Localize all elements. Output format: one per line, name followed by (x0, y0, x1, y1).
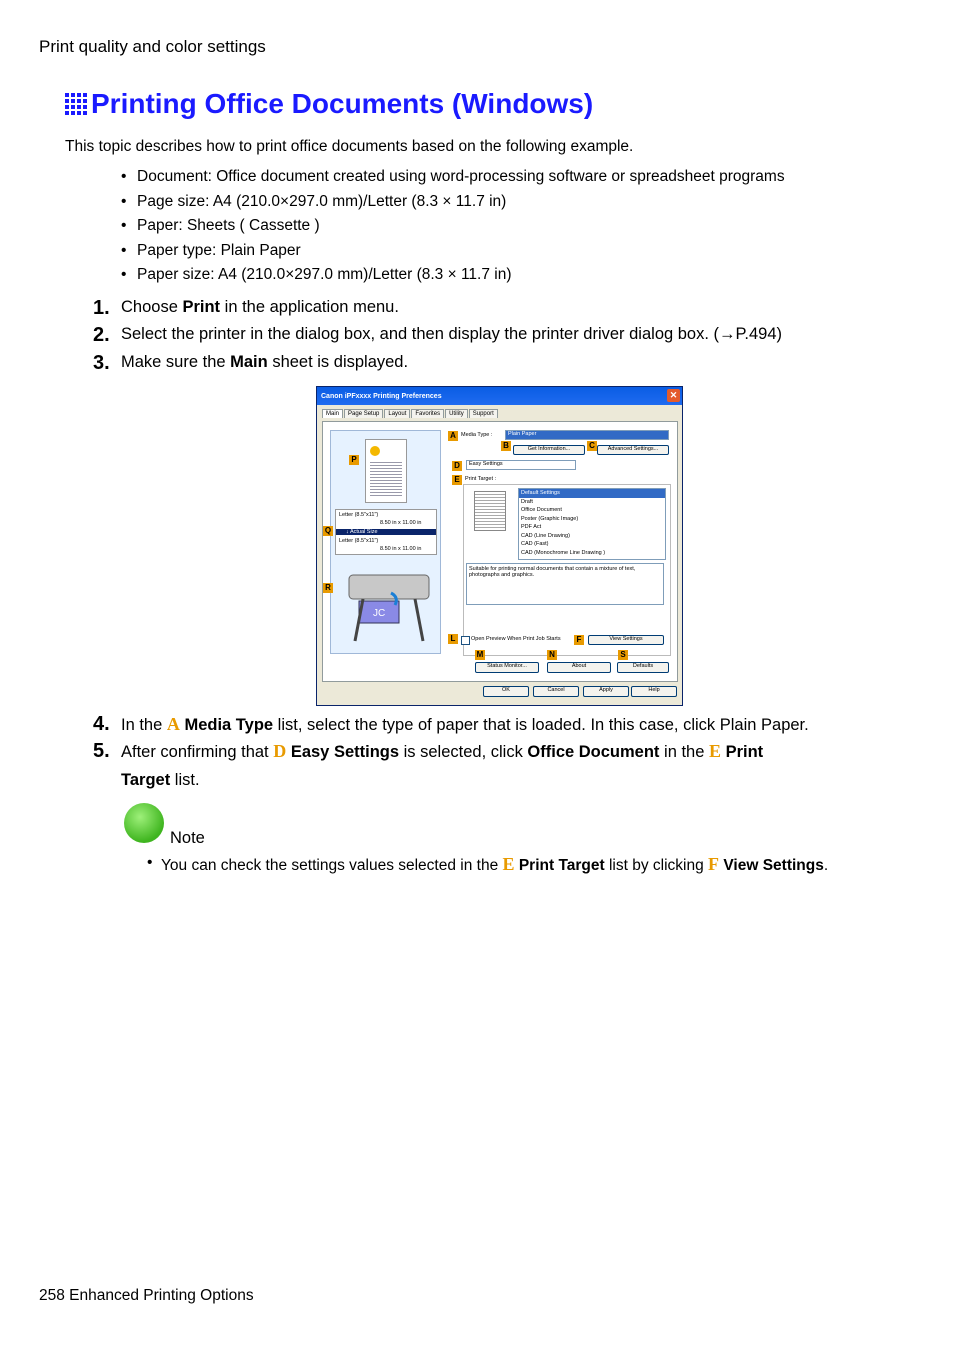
tab-support[interactable]: Support (469, 409, 498, 418)
svg-text:JC: JC (373, 608, 386, 619)
note-pencil-icon (124, 803, 164, 843)
list-item[interactable]: PDF Act (521, 524, 542, 530)
description-box: Suitable for printing normal documents that contain a mixture of text, photographs and graphics. (466, 563, 664, 605)
list-item: • Document: Office document created using word-processing software or spreadsheet programs (121, 168, 785, 185)
running-header: Print quality and color settings (39, 37, 266, 56)
label-l: L (448, 634, 458, 644)
label-a: A (448, 431, 458, 441)
media-type-select[interactable]: Plain Paper (505, 430, 669, 440)
dialog-title-bar: Canon iPFxxxx Printing Preferences ✕ (317, 387, 682, 405)
about-button[interactable]: About (547, 662, 611, 673)
ok-button[interactable]: OK (483, 686, 529, 697)
print-target-label: Print Target : (465, 476, 497, 482)
page-title (65, 88, 593, 120)
tab-layout[interactable]: Layout (384, 409, 410, 418)
printer-preferences-dialog (316, 386, 683, 706)
list-item[interactable]: Default Settings (519, 489, 665, 498)
size-info-box: Letter (8.5"x11") 8.50 in x 11.00 in ↓ Actual Size Letter (8.5"x11") 8.50 in x 11.00 in (335, 509, 437, 555)
label-e: E (452, 475, 462, 485)
preview-checkbox-label: Open Preview When Print Job Starts (471, 636, 561, 642)
list-item[interactable]: CAD (Line Drawing) (521, 532, 570, 539)
label-r: R (323, 583, 333, 593)
help-button[interactable]: Help (631, 686, 677, 697)
target-thumbnail (474, 491, 506, 531)
label-s: S (618, 650, 628, 660)
print-target-group (463, 484, 671, 656)
main-panel (322, 421, 678, 682)
label-d: D (452, 461, 462, 471)
tab-page-setup[interactable]: Page Setup (344, 409, 383, 418)
step-4: 4. In the A Media Type list, select the type of paper that is loaded. In this case, click Plain Paper. (93, 713, 809, 735)
view-settings-button[interactable]: View Settings (588, 635, 664, 645)
grid-icon (65, 93, 87, 115)
list-item: • Page size: A4 (210.0×297.0 mm)/Letter (8.3 × 11.7 in) (121, 192, 507, 210)
note-text: • You can check the settings values selected in the E Print Target list by clicking F View Settings. (147, 854, 829, 874)
close-icon[interactable]: ✕ (667, 389, 680, 402)
note-label: Note (170, 829, 205, 847)
advanced-settings-button[interactable]: Advanced Settings... (597, 445, 669, 455)
apply-button[interactable]: Apply (583, 686, 629, 697)
cancel-button[interactable]: Cancel (533, 686, 579, 697)
title-text: Printing Office Documents (Windows) (91, 88, 594, 119)
intro-text: This topic describes how to print office documents based on the following example. (65, 138, 634, 155)
tab-main[interactable]: Main (322, 409, 343, 418)
list-item: • Paper type: Plain Paper (121, 241, 301, 259)
list-item: • Paper: Sheets ( Cassette ) (121, 217, 320, 234)
preview-area (324, 430, 441, 654)
step-2: 2. Select the printer in the dialog box, and then display the printer driver dialog box. (→P.494) (93, 324, 783, 346)
label-c: C (587, 441, 597, 451)
list-item[interactable]: Office Document (521, 507, 562, 513)
easy-settings-select[interactable]: Easy Settings (466, 460, 576, 470)
list-item[interactable]: CAD (Fast) (521, 541, 549, 547)
preview-checkbox[interactable] (461, 636, 470, 645)
dialog-tabs (322, 409, 499, 418)
page-footer: 258 Enhanced Printing Options (39, 1287, 254, 1304)
step-3: 3. Make sure the Main sheet is displayed. (93, 352, 409, 374)
tab-favorites[interactable]: Favorites (411, 409, 444, 418)
list-item: • Paper size: A4 (210.0×297.0 mm)/Letter (8.3 × 11.7 in) (121, 266, 512, 283)
defaults-button[interactable]: Defaults (617, 662, 669, 673)
tab-utility[interactable]: Utility (445, 409, 468, 418)
label-f: F (574, 635, 584, 645)
print-target-list[interactable] (518, 488, 666, 560)
label-m: M (476, 650, 484, 659)
label-q: Q (324, 526, 332, 535)
get-information-button[interactable]: Get Information... (513, 445, 585, 455)
label-p: P (349, 455, 359, 465)
printer-illustration (343, 563, 435, 645)
example-list (121, 168, 785, 291)
actual-size-row: ↓ Actual Size (336, 529, 436, 535)
label-n: N (547, 650, 557, 660)
page-preview (365, 439, 407, 503)
label-b: B (501, 441, 511, 451)
list-item[interactable]: Poster (Graphic Image) (521, 515, 579, 522)
list-item[interactable]: Draft (521, 498, 533, 505)
status-monitor-button[interactable]: Status Monitor... (475, 662, 539, 673)
step-1: 1. Choose Print in the application menu. (93, 297, 399, 319)
media-type-label: Media Type : (461, 432, 493, 438)
step-5: 5. After confirming that D Easy Settings is selected, click Office Document in the E Print Target list. (93, 740, 764, 789)
list-item[interactable]: CAD (Monochrome Line Drawing ) (521, 549, 606, 556)
